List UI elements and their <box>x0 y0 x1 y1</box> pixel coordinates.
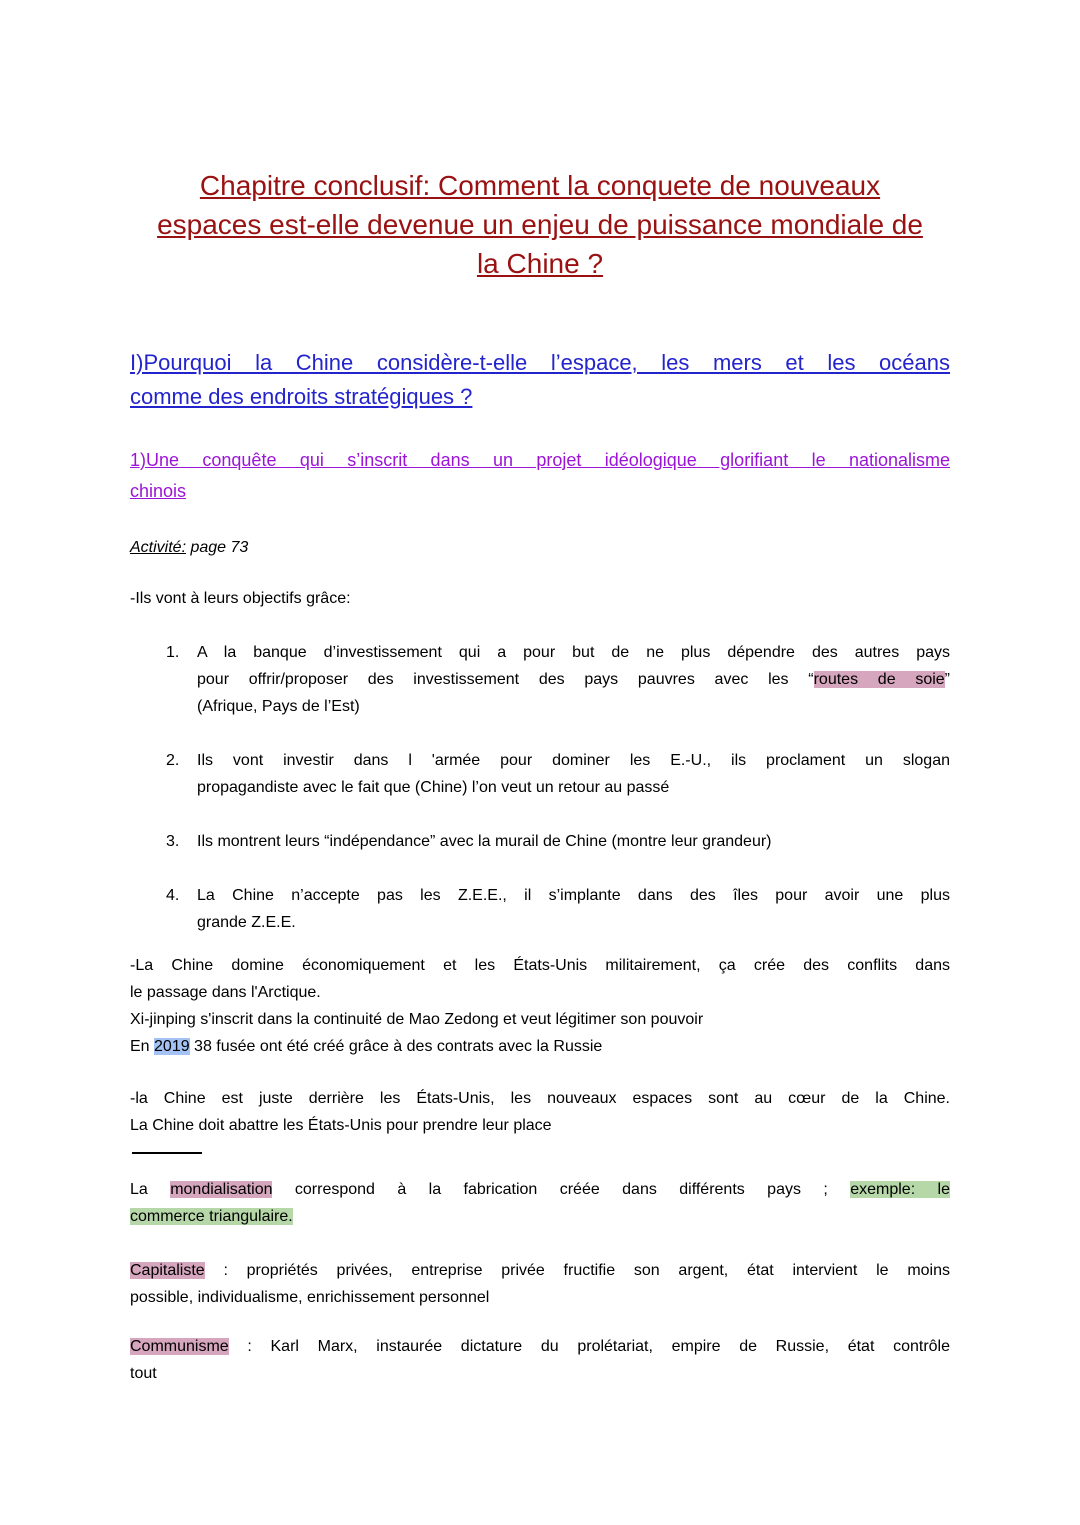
highlighted-text: Communisme <box>130 1338 229 1355</box>
text-run: le passage dans l'Arctique. <box>130 984 321 1001</box>
activity-page-ref: page 73 <box>186 539 249 556</box>
text-run: : Karl Marx, instaurée dictature du prolétariat, empire de Russie, état contrôle <box>228 1338 950 1355</box>
definition-mondialisation <box>130 1176 950 1230</box>
text-line <box>130 952 950 979</box>
text-run: -la Chine est juste derrière les États-Unis, les nouveaux espaces sont au cœur de la Chine. <box>130 1090 950 1107</box>
text-run: 38 fusée ont été créé grâce à des contrats avec la Russie <box>189 1038 603 1055</box>
paragraph-china-position <box>130 1085 950 1139</box>
highlighted-text: routes de soie <box>813 671 945 688</box>
text-run: : propriétés privées, entreprise privée fructifie son argent, état intervient le moins <box>204 1262 950 1279</box>
text-line <box>130 1006 950 1033</box>
text-run: La <box>130 1181 171 1198</box>
text-run: pour offrir/proposer des investissement des pays pauvres avec les “ <box>197 671 814 688</box>
list-item-marker: 3. <box>166 833 180 850</box>
highlighted-text: exemple: le <box>850 1181 950 1198</box>
text-run: A la banque d’investissement qui a pour but de ne plus dépendre des autres pays <box>197 644 950 661</box>
text-run: comme des endroits stratégiques ? <box>130 384 473 409</box>
text-run: correspond à la fabrication créée dans différents pays ; <box>272 1181 851 1198</box>
subsection-heading-1 <box>130 445 950 507</box>
highlighted-text: 2019 <box>154 1038 190 1055</box>
text-line <box>130 1333 950 1360</box>
text-line <box>130 1257 950 1284</box>
list-item-4 <box>166 882 950 936</box>
text-run: Ils montrent leurs “indépendance” avec la murail de Chine (montre leur grandeur) <box>197 833 772 850</box>
text-line <box>197 693 950 720</box>
text-line <box>130 476 950 507</box>
text-line <box>130 445 950 476</box>
list-item-2 <box>166 747 950 801</box>
intro-line: -Ils vont à leurs objectifs grâce: <box>130 590 351 607</box>
list-item-3 <box>166 828 950 855</box>
text-line <box>130 166 950 205</box>
text-line <box>197 774 950 801</box>
divider-line <box>132 1152 202 1154</box>
text-run: ” <box>944 671 950 688</box>
paragraph-china-domination <box>130 952 950 1060</box>
text-run: La Chine doit abattre les États-Unis pour prendre leur place <box>130 1117 552 1134</box>
activity-label: Activité: <box>130 539 187 556</box>
text-run: grande Z.E.E. <box>197 914 296 931</box>
text-run: -La Chine domine économiquement et les États-Unis militairement, ça crée des conflits dans <box>130 957 950 974</box>
list-item-text <box>197 747 950 801</box>
text-line <box>130 979 950 1006</box>
list-item-marker: 4. <box>166 887 180 904</box>
highlighted-text: Capitaliste <box>130 1262 205 1279</box>
text-line <box>197 639 950 666</box>
text-line <box>130 1112 950 1139</box>
list-item-text <box>197 882 950 936</box>
text-run: La Chine n’accepte pas les Z.E.E., il s’implante dans des îles pour avoir une plus <box>197 887 950 904</box>
text-run: Xi-jinping s'inscrit dans la continuité de Mao Zedong et veut légitimer son pouvoir <box>130 1011 704 1028</box>
list-item-text <box>197 639 950 720</box>
text-line <box>130 1284 950 1311</box>
text-line <box>130 1203 950 1230</box>
section-heading-1 <box>130 346 950 414</box>
text-line <box>130 380 950 414</box>
highlighted-text: mondialisation <box>170 1181 273 1198</box>
text-run: propagandiste avec le fait que (Chine) l’on veut un retour au passé <box>197 779 670 796</box>
text-line <box>130 1033 950 1060</box>
text-run: Ils vont investir dans l 'armée pour dominer les E.-U., ils proclament un slogan <box>197 752 950 769</box>
text-run: (Afrique, Pays de l’Est) <box>197 698 360 715</box>
text-line <box>130 346 950 380</box>
document-title <box>130 166 950 283</box>
text-run: la Chine ? <box>476 248 604 279</box>
definition-capitaliste <box>130 1257 950 1311</box>
text-run: Chapitre conclusif: Comment la conquete de nouveaux <box>199 170 881 201</box>
text-run: tout <box>130 1365 157 1382</box>
text-line <box>197 828 950 855</box>
text-run: espaces est-elle devenue un enjeu de puissance mondiale de <box>157 209 923 240</box>
list-item-text <box>197 828 950 855</box>
text-line <box>130 1176 950 1203</box>
text-run: I)Pourquoi la Chine considère-t-elle l’espace, les mers et les océans <box>130 350 950 375</box>
text-line <box>197 882 950 909</box>
text-line <box>197 747 950 774</box>
text-line <box>130 1085 950 1112</box>
text-line <box>130 244 950 283</box>
activity-line <box>130 534 950 561</box>
text-run: 1)Une conquête qui s’inscrit dans un projet idéologique glorifiant le nationalisme <box>130 450 950 470</box>
text-line <box>197 909 950 936</box>
list-item-marker: 2. <box>166 752 180 769</box>
text-run: chinois <box>130 481 187 501</box>
list-item-1 <box>166 639 950 720</box>
text-line <box>130 1360 950 1387</box>
text-line <box>130 205 950 244</box>
highlighted-text: commerce triangulaire. <box>130 1208 293 1225</box>
definition-communisme <box>130 1333 950 1387</box>
numbered-list <box>130 639 950 936</box>
text-line <box>197 666 950 693</box>
text-run: possible, individualisme, enrichissement personnel <box>130 1289 490 1306</box>
list-item-marker: 1. <box>166 644 180 661</box>
text-run: En <box>130 1038 155 1055</box>
